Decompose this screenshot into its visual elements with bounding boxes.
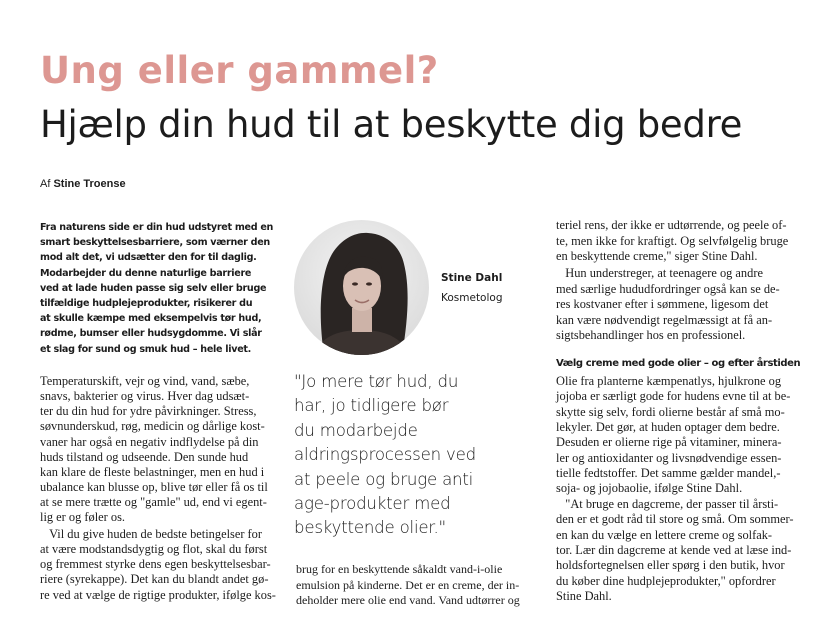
body-col1-paragraph-1: Temperaturskift, vejr og vind, vand, sæbe, snavs, bakterier og virus. Hver dag udsæt- ter du din hud for ydre påvirkninger. Stress, søvnunderskud, røg, medicin og dårlige kost- vaner har også en negativ indflydelse på din huds tilstand og udseende. Den sunde hud kan klare de fleste belastninger, men en hud i ubalance kan blusse op, blive tør eller få os til at se mere trætte og "gamle" ud, end vi egent- lig er og føler os. [40, 374, 268, 525]
caption-name: Stine Dahl [441, 272, 503, 284]
portrait-photo [294, 220, 429, 355]
body-col2-paragraph: brug for en beskyttende såkaldt vand-i-olie emulsion på kinderne. Det er en creme, der in- deholder mere olie end vand. Vand udtørrer og [296, 562, 520, 607]
body-col3-paragraph-1: teriel rens, der ikke er udtørrende, og peele of- te, men ikke for kraftigt. Og selvfølgelig bruge en beskyttende creme," siger Stine Dahl. [556, 218, 789, 263]
byline-author: Stine Troense [53, 178, 126, 190]
caption-role: Kosmetolog [441, 292, 503, 304]
body-col3-paragraph-2: Hun understreger, at teenagere og andre med særlige hududfordringer også kan se de- res kostvaner efter i sømmene, ligesom det kan være nødvendigt regelmæssigt at få an- sigtsbehandlinger hos en professionel. [556, 266, 780, 342]
pull-quote: "Jo mere tør hud, du har, jo tidligere bør du modarbejde aldringsprocessen ved at peele og bruge anti age-produkter med beskyttende olier." [294, 372, 476, 538]
lead-paragraph: Fra naturens side er din hud udstyret med en smart beskyttelsesbarriere, som værner den mod alt det, vi udsætter den for til daglig. Modarbejder du denne naturlige barriere ved at lade huden passe sig selv eller bruge tilfældige hudplejeprodukter, risikerer du at skulle kæmpe med eksempelvis tør hud, rødme, bumser eller hudsygdomme. Vi slår et slag for sund og smuk hud – hele livet. [40, 222, 274, 355]
byline [40, 178, 126, 190]
subheadline: Hjælp din hud til at beskytte dig bedre [40, 103, 743, 146]
body-col1-paragraph-2: Vil du give huden de bedste betingelser for at være modstandsdygtig og flot, skal du først og fremmest styrke dens egen beskyttelsesbar- riere (syrekappe). Det kan du blandt andet gø- re ved at vælge de rigtige produkter, ifølge kos- [40, 527, 276, 602]
body-col3-paragraph-4: "At bruge en dagcreme, der passer til årsti- den er et godt råd til store og små. Om sommer- en kan du vælge en lettere creme og solfak- tor. Lær din dagcreme at kende ved at læse ind- holdsfortegnelsen eller spørg i den butik, hvor du køber dine hudplejeprodukter," opfordrer Stine Dahl. [556, 497, 794, 604]
byline-prefix: Af [40, 178, 51, 190]
headline: Ung eller gammel? [40, 49, 439, 92]
body-col3-paragraph-3: Olie fra planterne kæmpenatlys, hjulkrone og jojoba er særligt gode for hudens evne til at be- skytte sig selv, fordi olierne består af små mo- lekyler. Det gør, at huden optager dem bedre. Desuden er olierne rige på vitaminer, minera- ler og antioxidanter og livsnødvendige essen- tielle fedtstoffer. Det samme gælder mandel,- soja- og jojobaolie, ifølge Stine Dahl. [556, 374, 791, 496]
section-heading: Vælg creme med gode olier – og efter årstiden [556, 358, 801, 369]
